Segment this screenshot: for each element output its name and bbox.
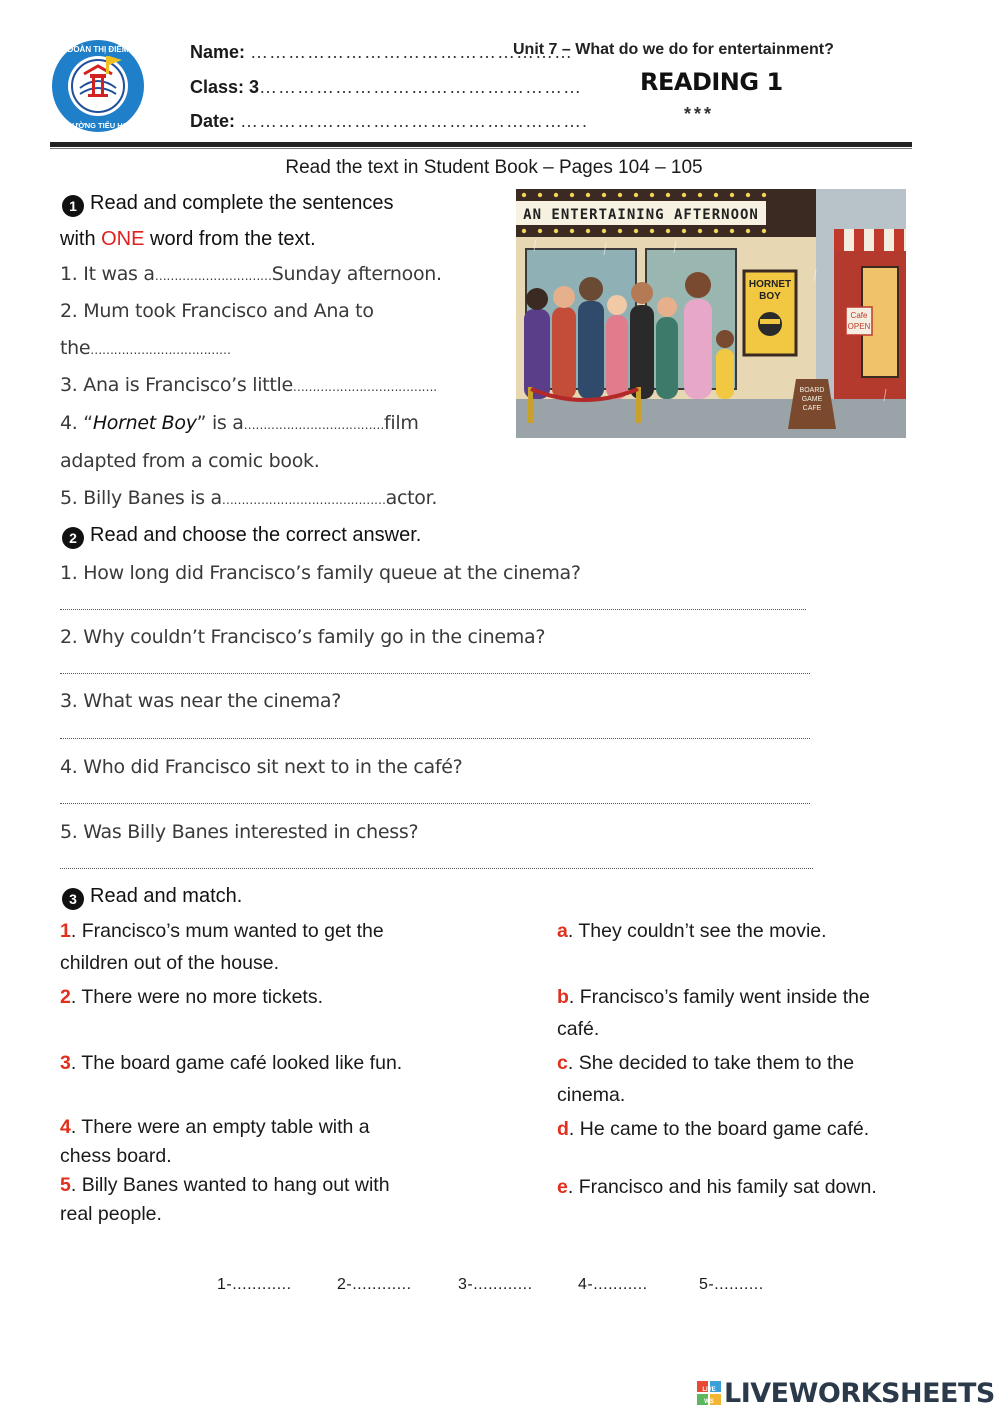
class-field[interactable] [190, 77, 582, 98]
section1-word-from: word from the text. [144, 228, 316, 250]
match-right-a [557, 915, 827, 947]
s1-q2-blank[interactable]: ……………………………… [90, 343, 231, 357]
match-left-5-num: 5 [60, 1174, 71, 1196]
match-right-b-text2: café. [557, 1018, 600, 1040]
s1-q2-line2 [60, 337, 231, 359]
match-right-d [557, 1113, 869, 1145]
section2-title-text: Read and choose the correct answer. [90, 524, 422, 546]
s1-q4 [60, 412, 419, 434]
class-dots: …………………………………………… [259, 77, 583, 97]
match-right-d-text: . He came to the board game café. [568, 1118, 870, 1140]
match-left-3-num: 3 [60, 1052, 71, 1074]
match-left-1-num: 1 [60, 920, 71, 942]
s1-q4-blank[interactable]: ……………………………… [243, 418, 385, 432]
name-label: Name: [190, 42, 246, 62]
s1-q4-post: film [384, 412, 419, 434]
section1-with: with [60, 228, 102, 250]
board-line3: CAFE [802, 405, 822, 412]
brand-small-2: WS [704, 1399, 714, 1405]
date-field[interactable] [190, 111, 588, 132]
marquee-sign: AN ENTERTAINING AFTERNOON [523, 207, 759, 223]
date-dots: ………………………………………………. [240, 111, 589, 131]
date-label: Date: [190, 111, 236, 131]
match-right-b [557, 981, 870, 1045]
answer-5[interactable]: 5-.......... [699, 1276, 764, 1293]
answer-4[interactable]: 4-........... [578, 1276, 648, 1293]
match-right-d-num: d [557, 1118, 569, 1140]
poster-line2: BOY [759, 291, 781, 302]
s1-q5-blank[interactable]: …………………………………… [221, 493, 386, 507]
s1-q1 [60, 263, 442, 285]
section1-one: ONE [101, 228, 145, 250]
s2-answer-line-2[interactable] [60, 673, 810, 674]
match-left-5-text: . Billy Banes wanted to hang out with [70, 1174, 390, 1196]
liveworksheets-brand[interactable]: LIVEWORKSHEETS [724, 1378, 995, 1409]
section2-title [62, 524, 421, 549]
s1-q5-pre: 5. Billy Banes is a [60, 487, 222, 509]
s1-q3 [60, 374, 437, 396]
s1-q1-pre: 1. It was a [60, 263, 155, 285]
logo-text-top: ĐOÀN THỊ ĐIỂM [67, 45, 129, 54]
unit-title: Unit 7 – What do we do for entertainment? [513, 41, 834, 58]
section2-bullet: 2 [62, 527, 84, 549]
section1-title [62, 192, 394, 217]
answer-3[interactable]: 3-............ [458, 1276, 533, 1293]
s2-q4: 4. Who did Francisco sit next to in the café? [60, 756, 463, 778]
match-left-3 [60, 1047, 402, 1079]
brand-small-1: LIVE [702, 1387, 716, 1393]
answer-1[interactable]: 1-............ [217, 1276, 292, 1293]
s1-q4-pre: 4. “ [60, 412, 93, 434]
logo-text-bottom: TRƯỜNG TIỂU HỌC [62, 121, 134, 130]
section1-title-line2 [60, 228, 316, 251]
match-left-2 [60, 981, 323, 1013]
match-right-c-text: . She decided to take them to the [567, 1052, 855, 1074]
cafe-sign-line1: Cafe [850, 311, 868, 320]
s1-q4-italic: Hornet Boy [92, 412, 197, 434]
match-right-c-text2: cinema. [557, 1084, 626, 1106]
match-right-b-num: b [557, 986, 569, 1008]
match-right-c [557, 1047, 854, 1111]
stars: *** [684, 104, 715, 124]
match-left-2-text: . There were no more tickets. [70, 986, 324, 1008]
s2-answer-line-3[interactable] [60, 738, 810, 739]
s1-q2-line1: 2. Mum took Francisco and Ana to [60, 300, 374, 322]
header-rule [50, 142, 912, 147]
section1-title-line1: Read and complete the sentences [90, 192, 394, 214]
section3-title [62, 885, 242, 910]
school-logo [50, 38, 146, 134]
s1-q5-post: actor. [385, 487, 438, 509]
match-right-e-num: e [557, 1176, 568, 1198]
section3-title-text: Read and match. [90, 885, 243, 907]
header-rule-thin [50, 148, 912, 149]
match-left-4-num: 4 [60, 1116, 71, 1138]
s1-q3-blank[interactable]: ………………………………. [292, 380, 437, 394]
s1-q5 [60, 487, 437, 509]
liveworksheets-logo-icon [697, 1381, 721, 1405]
match-left-1 [60, 915, 384, 979]
section1-bullet: 1 [62, 195, 84, 217]
board-line1: BOARD [799, 387, 825, 394]
match-left-4 [60, 1113, 370, 1171]
match-right-a-num: a [557, 920, 568, 942]
cafe-sign-line2: OPEN [847, 322, 871, 331]
match-left-4-text2: chess board. [60, 1145, 172, 1167]
match-left-4-text: . There were an empty table with a [70, 1116, 370, 1138]
s2-answer-line-5[interactable] [60, 868, 813, 869]
match-right-a-text: . They couldn’t see the movie. [567, 920, 827, 942]
cinema-illustration [516, 189, 906, 438]
match-left-1-text: . Francisco’s mum wanted to get the [70, 920, 384, 942]
match-left-1-text2: children out of the house. [60, 952, 279, 974]
poster-line1: HORNET [748, 279, 792, 290]
match-left-2-num: 2 [60, 986, 71, 1008]
section3-bullet: 3 [62, 888, 84, 910]
s2-q2: 2. Why couldn’t Francisco’s family go in the cinema? [60, 626, 546, 648]
name-dots: …………………………………………… [250, 42, 574, 62]
match-right-c-num: c [557, 1052, 568, 1074]
s2-q3: 3. What was near the cinema? [60, 690, 341, 712]
match-left-3-text: . The board game café looked like fun. [70, 1052, 403, 1074]
s1-q3-pre: 3. Ana is Francisco’s little [60, 374, 293, 396]
s2-q5: 5. Was Billy Banes interested in chess? [60, 821, 419, 843]
instruction: Read the text in Student Book – Pages 104 – 105 [285, 157, 703, 178]
s1-q4-mid: ” is a [196, 412, 244, 434]
answer-2[interactable]: 2-............ [337, 1276, 412, 1293]
s1-q1-post: Sunday afternoon. [271, 263, 442, 285]
match-left-5 [60, 1171, 390, 1229]
s1-q2-pre: the [60, 337, 91, 359]
match-right-e-text: . Francisco and his family sat down. [567, 1176, 877, 1198]
s1-q4-line2: adapted from a comic book. [60, 450, 320, 472]
s1-q1-blank[interactable]: ………………………… [154, 269, 272, 283]
s2-q1: 1. How long did Francisco’s family queue at the cinema? [60, 562, 581, 584]
match-right-e [557, 1171, 877, 1203]
s2-answer-line-4[interactable] [60, 803, 810, 804]
match-right-b-text: . Francisco’s family went inside the [568, 986, 870, 1008]
s2-answer-line-1[interactable] [60, 609, 806, 610]
class-label: Class: 3 [190, 77, 260, 97]
board-line2: GAME [801, 396, 823, 403]
reading-title: READING 1 [640, 68, 783, 96]
match-left-5-text2: real people. [60, 1203, 162, 1225]
